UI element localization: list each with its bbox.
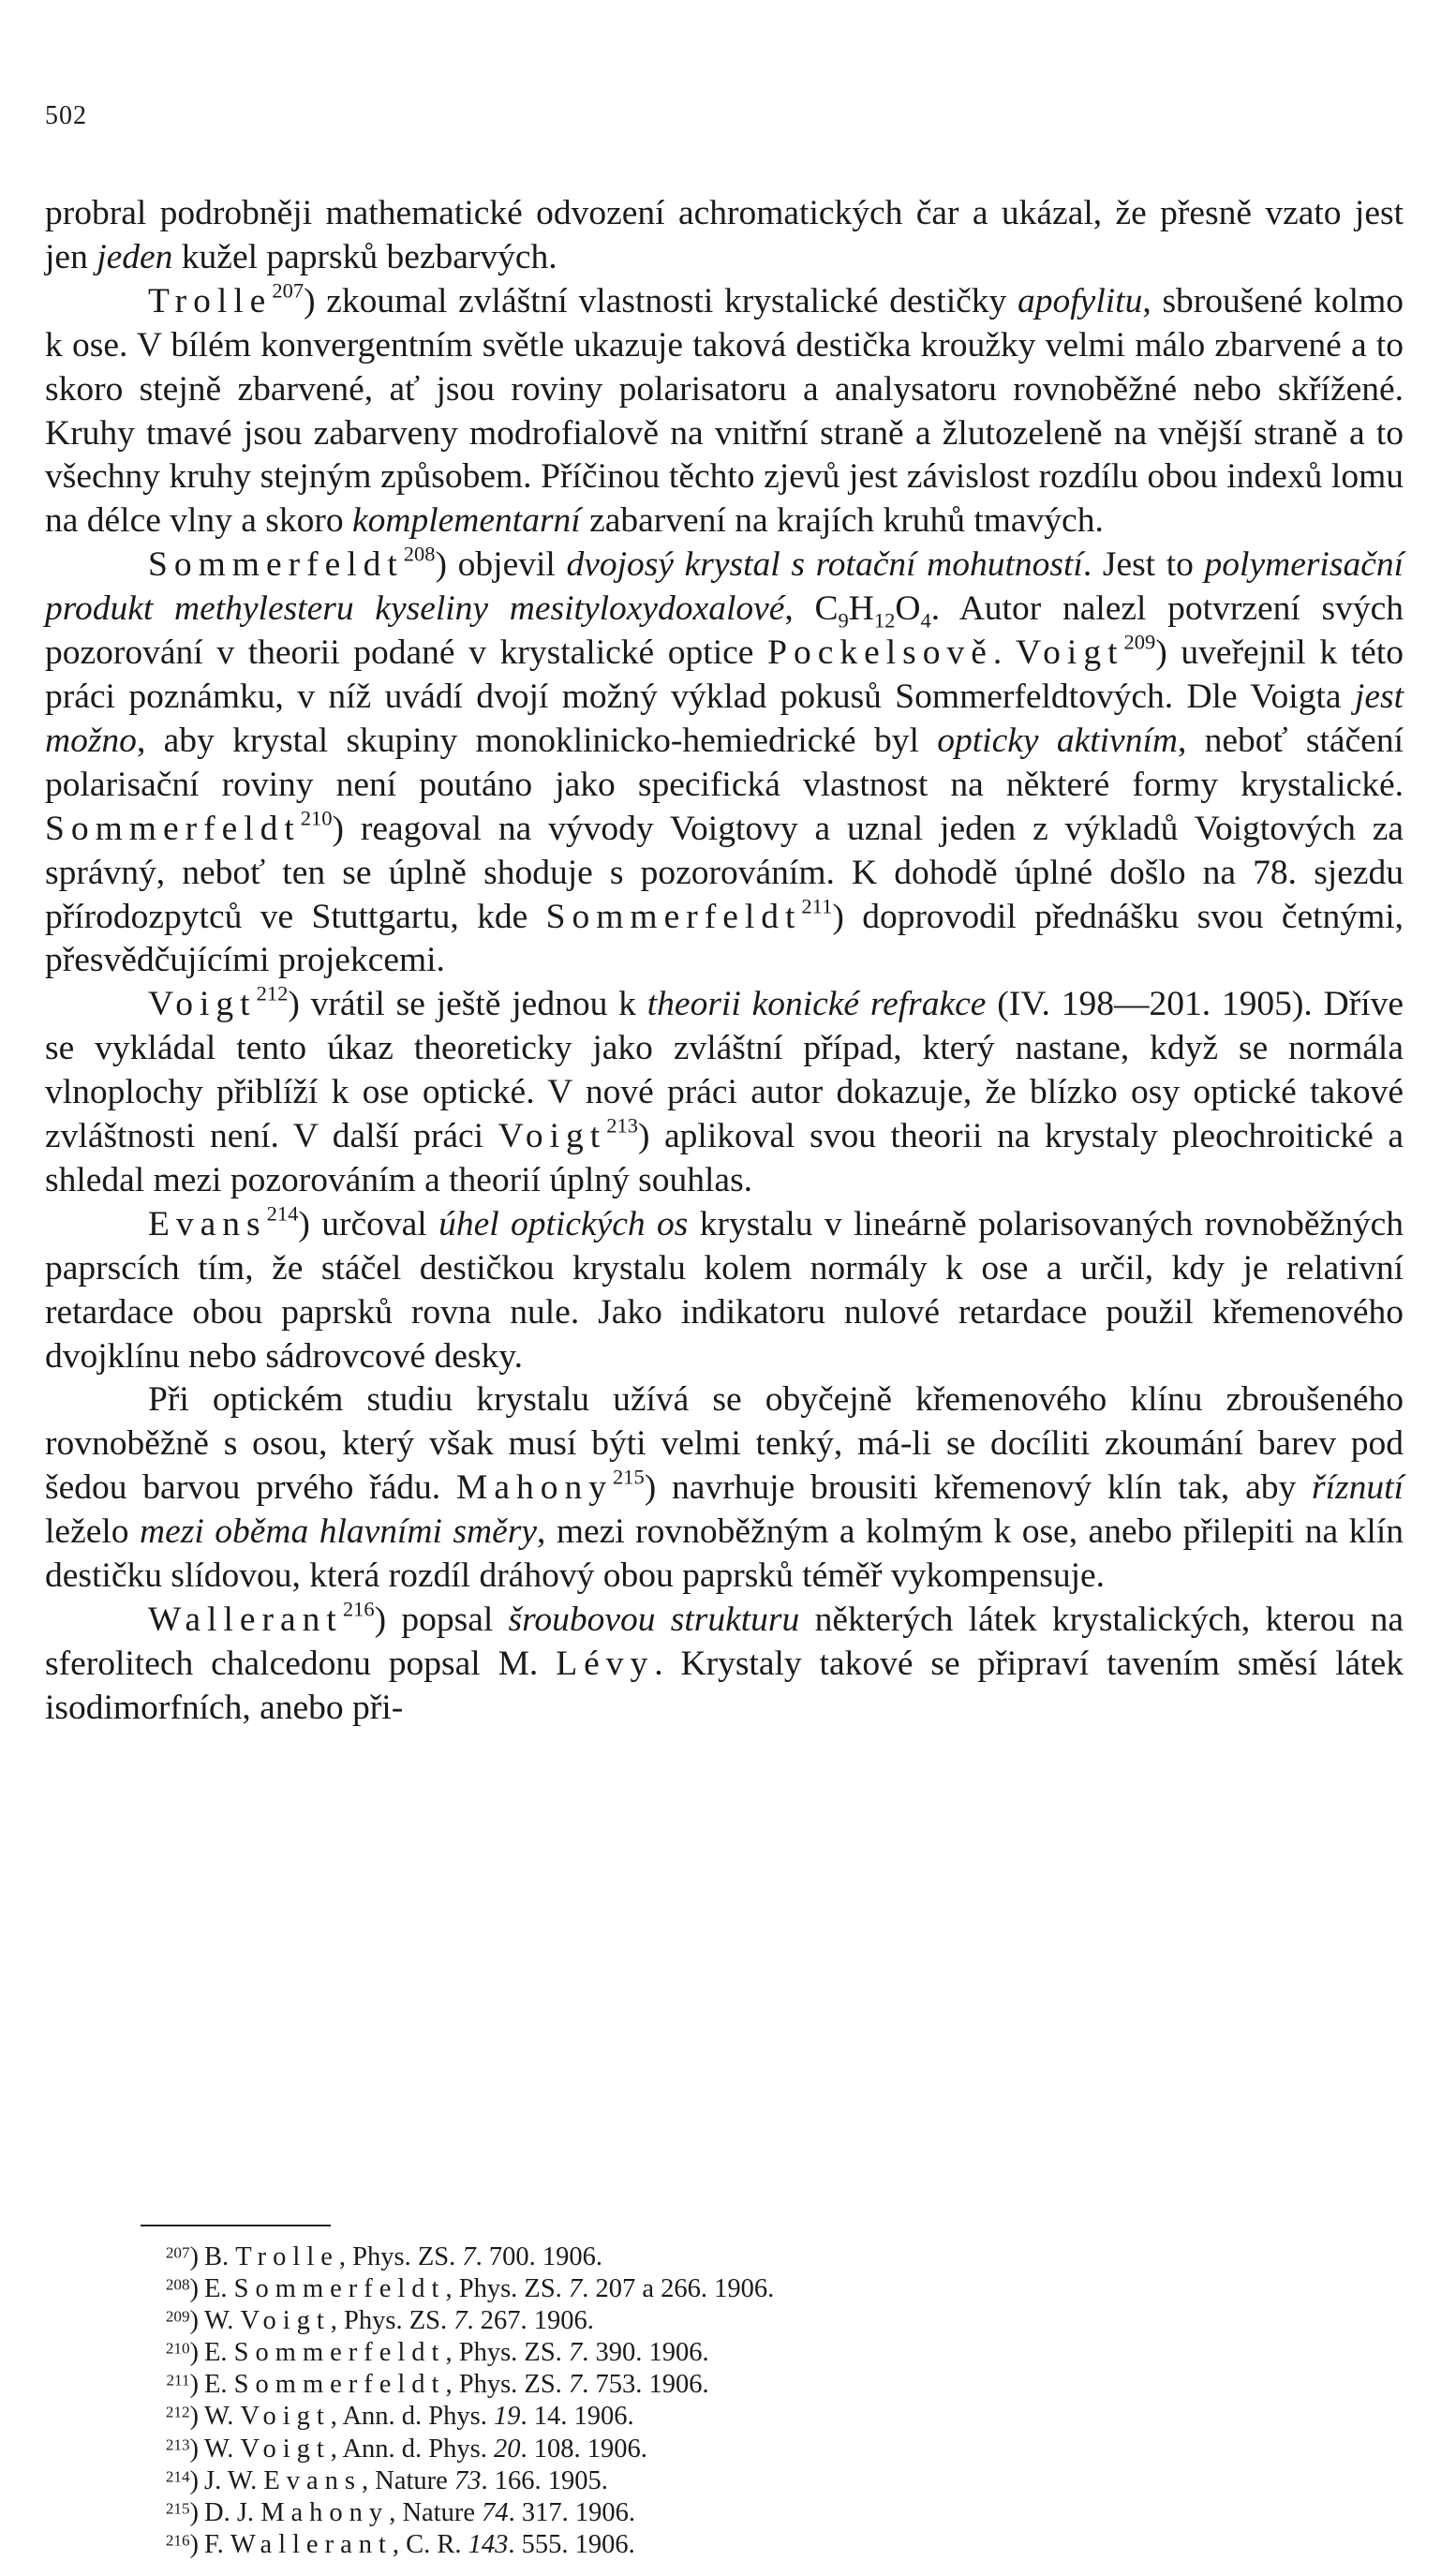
footnote-number: 216 [165,2531,190,2550]
spaced-name: Voigt [240,2306,331,2336]
text-run: . Krystaly takové se připraví tavením směsí látek isodimorfních, anebo při- [45,1644,1404,1727]
footnote-number: 215 [165,2499,190,2518]
footnote [141,2465,1312,2497]
footnote-text [204,2242,602,2271]
page-number: 502 [45,101,87,130]
text-run: J. W. [204,2465,264,2495]
spaced-name: Voigt [240,2434,331,2464]
footnotes [141,2241,1312,2561]
emphasis-text: 7 [568,2274,583,2304]
footnote-number: 212 [165,2403,190,2421]
footnote-number: 207 [165,2243,190,2262]
footnote [141,2241,1312,2273]
spaced-name: Mahony [456,1468,613,1508]
text-run: , mezi rovnoběžným a kolmým k ose, anebo přilepiti na klín destičku slídovou, která rozdíl dráhový obou paprsků téměř vykompensuje. [45,1512,1404,1596]
footnote [141,2401,1312,2433]
footnote [141,2529,1312,2561]
spaced-name: Sommerfeldt [233,2370,446,2400]
text-run: . 317. 1906. [508,2497,635,2527]
spaced-name: Voigt [148,985,257,1024]
footnote-marker: $^{209}$) [165,2306,199,2336]
text-run: . 267. 1906. [467,2306,594,2336]
text-run: . [992,633,1016,673]
paragraph [45,280,1404,543]
text-run: leželo [45,1512,141,1552]
spaced-name: Sommerfeldt [233,2338,446,2368]
spaced-name: Evans [148,1204,267,1243]
text-run: E. [204,2274,234,2304]
spaced-name: Sommerfeldt [148,545,404,585]
spaced-name: Wallerant [230,2529,393,2559]
text-run: , Ann. d. Phys. [330,2402,494,2432]
text-run: W. [204,2306,241,2336]
footnote-ref: 213 [606,1113,638,1138]
paragraph [45,1203,1404,1379]
text-run: , Ann. d. Phys. [330,2434,494,2464]
text-run: . Autor nalezl potvrzení svých pozorování v theorii podané v krystalické optice [45,589,1404,673]
emphasis-text: jeden [97,237,173,276]
footnote-marker: $^{212}$) [165,2402,199,2432]
footnote [141,2497,1312,2529]
emphasis-text: opticky aktivním [937,721,1178,760]
footnote-text [204,2306,594,2335]
text-run: W. [204,2402,241,2432]
footnote [141,2337,1312,2369]
text-run: . 753. 1906. [582,2370,709,2400]
footnote-number: 213 [165,2434,190,2453]
text-run: . 166. 1905. [481,2465,608,2495]
spaced-name: Voigt [240,2402,331,2432]
spaced-name: Trolle [235,2242,339,2271]
footnote-marker: $^{215}$) [165,2497,199,2527]
emphasis-text: úhel optických os [438,1204,689,1243]
footnote-text [204,2402,634,2431]
paragraph [45,192,1404,280]
emphasis-text: 7 [453,2306,468,2336]
footnote [141,2305,1312,2337]
footnote-ref: 211 [801,893,833,917]
chemical-subscript: 9 [838,608,849,633]
text-run: (IV. 198—201. 1905). Dříve se vykládal tento úkaz theoreticky jako zvláštní případ, který nastane, když se normála vlnoplochy přiblíží k ose optické. V nové práci autor dokazuje, že blízko osy optické takové zvláštnosti není. V další práci [45,985,1404,1156]
emphasis-text: theorii konické refrakce [646,985,987,1024]
footnote-marker: $^{211}$) [166,2370,199,2400]
emphasis-text: dvojosý krystal s rotační mohutností [566,545,1083,585]
emphasis-text: 73 [453,2465,482,2495]
footnote [141,2434,1312,2465]
footnote-ref: 212 [256,981,289,1005]
footnote-text [204,2370,709,2399]
spaced-name: Pockelsově [767,633,993,673]
text-run: . 14. 1906. [520,2402,634,2432]
text-run: ) určoval [298,1204,439,1243]
text-run: . 700. 1906. [475,2242,602,2271]
text-run: W. [204,2434,241,2464]
footnote-ref: 214 [266,1201,299,1226]
text-run: , Phys. ZS. [338,2242,463,2271]
text-run: ) vrátil se ještě jednou k [288,985,647,1024]
emphasis-text: 7 [568,2338,583,2368]
text-run: ) navrhuje brousiti křemenový klín tak, aby [644,1468,1313,1508]
footnote-number: 211 [166,2371,190,2390]
spaced-name: Sommerfeldt [233,2274,446,2304]
spaced-name: Sommerfeldt [45,809,301,848]
text-run: některých látek krystalických, kterou na sferolitech chalcedonu popsal M. [45,1601,1404,1683]
text-run: Při optickém studiu krystalu užívá se obyčejně křemenového klínu zbroušeného rovnoběžně s osou, který však musí býti velmi tenký, má-li se docíliti zkoumání barev pod šedou barvou prvého řádu. [45,1380,1404,1508]
spaced-name: Trolle [148,281,273,320]
paragraph [45,1599,1404,1731]
text-run: . 390. 1906. [582,2338,709,2368]
paragraph [45,543,1404,983]
text-run: . 207 a 266. 1906. [582,2274,775,2304]
text-run: . 555. 1906. [508,2529,635,2559]
emphasis-text: 7 [568,2370,583,2400]
footnote-number: 209 [165,2307,190,2326]
footnote-ref: 209 [1123,630,1156,654]
spaced-name: Voigt [1015,633,1124,673]
text-run: E. [204,2370,234,2400]
footnote-text [204,2466,608,2495]
emphasis-text: jest možno [45,677,1404,760]
spaced-name: Evans [263,2465,363,2495]
emphasis-text: říznutí [1312,1468,1404,1508]
emphasis-text: šroubovou strukturu [508,1601,800,1639]
emphasis-text: 20 [494,2434,521,2464]
footnote-ref: 215 [613,1465,645,1489]
emphasis-text: 7 [462,2242,476,2271]
spaced-name: Sommerfeldt [545,897,802,936]
text-run: ) popsal [374,1601,509,1639]
text-run: ) zkoumal zvláštní vlastnosti krystalické destičky [304,281,1018,320]
footnote-divider [141,2225,331,2226]
text-run: , C [784,589,839,629]
text-run: , Phys. ZS. [445,2370,569,2400]
footnote-text [204,2498,635,2527]
footnote-ref: 208 [403,542,436,566]
text-run: ) reagoval na vývody Voigtovy a uznal jeden z výkladů Voigtových za správný, neboť ten se úplně shoduje s pozorováním. K dohodě úplné došlo na 78. sjezdu přírodozpytců ve Stuttgartu, kde [45,809,1404,936]
emphasis-text: komplementarní [352,501,581,541]
spaced-name: Wallerant [148,1601,343,1639]
footnote-number: 214 [165,2466,190,2485]
text-run: krystalu v lineárně polarisovaných rovnoběžných paprscích tím, že stáčel destičkou krystalu kolem normály k ose a určil, kdy je relativní retardace obou paprsků rovna nule. Jako indikatoru nulové retardace použil křemenového dvojklínu nebo sádrovcové desky. [45,1204,1404,1376]
emphasis-text: apofylitu [1018,281,1143,320]
spaced-name: Lévy [556,1644,655,1683]
footnote [141,2369,1312,2401]
spaced-name: Voigt [498,1117,607,1156]
footnote-marker: $^{216}$) [165,2529,199,2559]
text-run: H [848,589,874,629]
paragraph [45,983,1404,1203]
chemical-subscript: 4 [920,608,931,633]
text-run: probral podrobněji mathematické odvození achromatických čar a ukázal, že přesně vzato jest jen [45,194,1404,276]
body-text [45,192,1404,1731]
spaced-name: Mahony [260,2497,390,2527]
text-run: ) objevil [435,545,567,585]
footnote-ref: 210 [300,805,333,829]
text-run: . Jest to [1082,545,1205,585]
text-run: , Phys. ZS. [445,2338,569,2368]
text-run: . 108. 1906. [520,2434,647,2464]
emphasis-text: 143 [468,2529,509,2559]
text-run: O [895,589,921,629]
text-run: ) uveřejnil k této práci poznámku, v níž uvádí dvojí možný výklad pokusů Sommerfeldtových. Dle Voigta [45,633,1404,716]
footnote-ref: 216 [342,1597,375,1621]
emphasis-text: mezi oběma hlavními směry [140,1512,537,1552]
text-run: D. J. [204,2497,261,2527]
text-run: , sbroušené kolmo k ose. V bílém konvergentním světle ukazuje taková destička kroužky velmi málo zbarvené a to skoro stejně zbarvené, ať jsou roviny polarisatoru a analysatoru rovnoběžné nebo skřížené. Kruhy tmavé jsou zabarveny modrofialově na vnitřní straně a žlutozeleně na vnější straně a to všechny kruhy stejným způsobem. Příčinou těchto zjevů jest závislost rozdílu obou indexů lomu na délce vlny a skoro [45,281,1404,541]
emphasis-text: 19 [494,2402,521,2432]
text-run: F. [204,2529,230,2559]
text-run: ) doprovodil přednášku svou četnými, přesvědčujícími projekcemi. [45,897,1404,980]
footnote-marker: $^{208}$) [165,2274,199,2304]
footnote [141,2273,1312,2305]
paragraph [45,1378,1404,1599]
emphasis-text: 74 [482,2497,509,2527]
text-run: , Phys. ZS. [330,2306,454,2336]
footnote-text [204,2338,709,2367]
text-run: ) aplikoval svou theorii na krystaly pleochroitické a shledal mezi pozorováním a theorií úplný souhlas. [45,1117,1404,1199]
footnote-number: 210 [165,2339,190,2358]
footnote-marker: $^{210}$) [165,2338,199,2368]
text-run: , Nature [362,2465,454,2495]
footnote-number: 208 [165,2275,190,2294]
text-run: E. [204,2338,234,2368]
text-run: B. [204,2242,236,2271]
text-run: , Nature [389,2497,483,2527]
emphasis-text: polymerisační produkt methylesteru kyseliny mesityloxydoxalové [45,545,1404,629]
footnote-text [204,2434,647,2464]
footnote-text [204,2530,635,2559]
footnote-marker: $^{214}$) [165,2465,199,2495]
text-run: , neboť stáčení polarisační roviny není poutáno jako specifická vlastnost na některé formy krystalické. [45,721,1404,804]
footnote-text [204,2274,774,2303]
footnote-marker: $^{207}$) [165,2242,199,2271]
text-run: , C. R. [392,2529,468,2559]
text-run: kužel paprsků bezbarvých. [172,237,557,276]
footnote-marker: $^{213}$) [165,2434,199,2464]
chemical-subscript: 12 [873,608,896,633]
footnote-ref: 207 [272,278,305,303]
text-run: , aby krystal skupiny monoklinicko-hemiedrické byl [136,721,938,760]
text-run: zabarvení na krajích kruhů tmavých. [580,501,1104,541]
text-run: , Phys. ZS. [445,2274,569,2304]
